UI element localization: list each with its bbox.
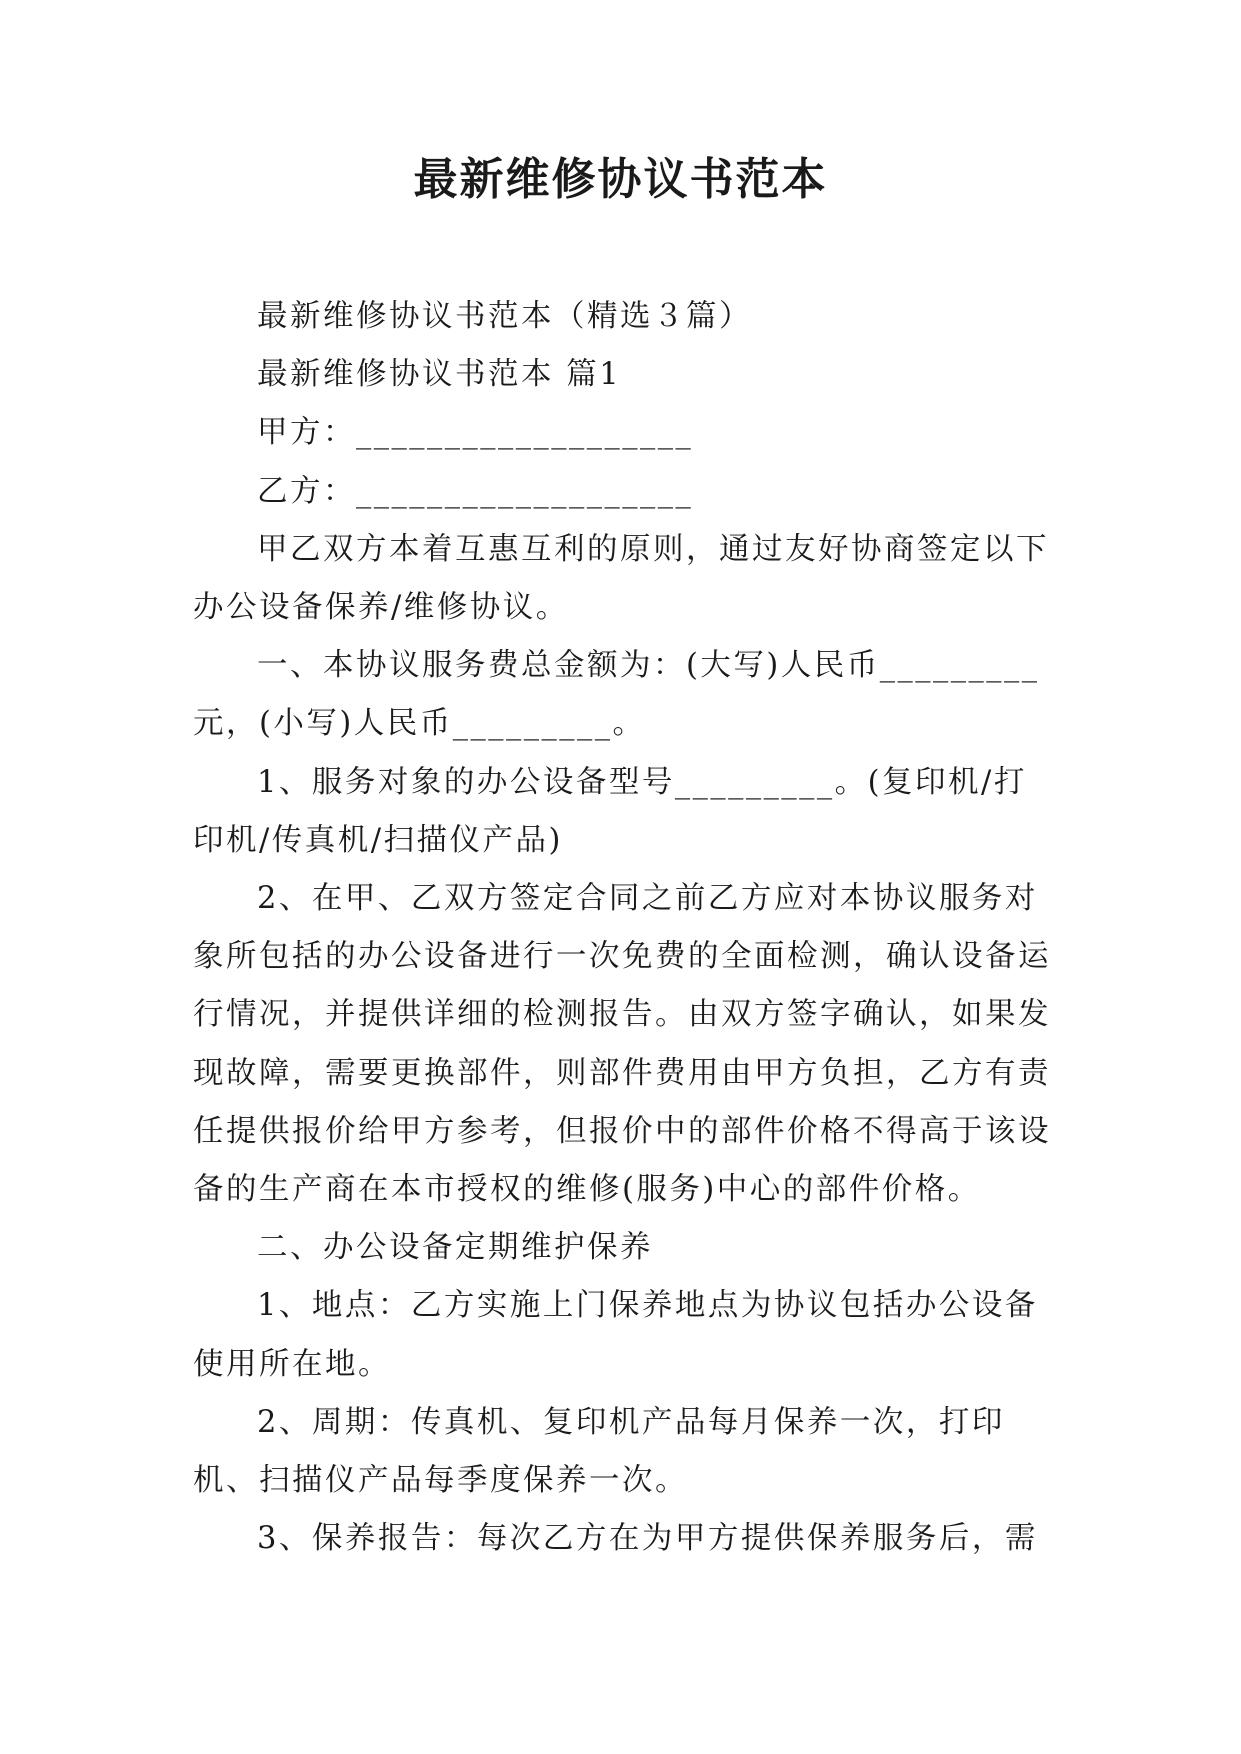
paragraph-clause-1-2: 2、在甲、乙双方签定合同之前乙方应对本协议服务对象所包括的办公设备进行一次免费的全面检测，确认设备运行情况，并提供详细的检测报告。由双方签字确认，如果发现故障，需要更换部件，则部件费用由甲方负担，乙方有责任提供报价给甲方参考，但报价中的部件价格不得高于该设备的生产商在本市授权的维修(服务)中心的部件价格。 (193, 881, 1051, 1208)
paragraph-clause-1: 一、本协议服务费总金额为：(大写)人民币_________元，(小写)人民币_________。 (193, 648, 1040, 742)
paragraph-party-a: 甲方：___________________ (257, 415, 694, 451)
document-body (193, 288, 1055, 1568)
paragraph-subtitle: 最新维修协议书范本（精选３篇） (257, 299, 752, 334)
paragraph-clause-2-2: 2、周期：传真机、复印机产品每月保养一次，打印机、扫描仪产品每季度保养一次。 (193, 1404, 1005, 1499)
paragraph-party-b: 乙方：___________________ (257, 473, 694, 509)
paragraph-clause-2: 二、办公设备定期维护保养 (257, 1230, 653, 1266)
paragraph-section-heading: 最新维修协议书范本 篇1 (257, 357, 622, 393)
paragraph-clause-2-1: 1、地点：乙方实施上门保养地点为协议包括办公设备使用所在地。 (193, 1288, 1038, 1382)
paragraph-clause-2-3: 3、保养报告：每次乙方在为甲方提供保养服务后，需 (257, 1521, 1038, 1557)
paragraph-intro: 甲乙双方本着互惠互利的原则，通过友好协商签定以下办公设备保养/维修协议。 (193, 531, 1049, 626)
document-title: 最新维修协议书范本 (413, 154, 828, 205)
paragraph-clause-1-1: 1、服务对象的办公设备型号_________。(复印机/打印机/传真机/扫描仪产品) (193, 764, 1027, 858)
